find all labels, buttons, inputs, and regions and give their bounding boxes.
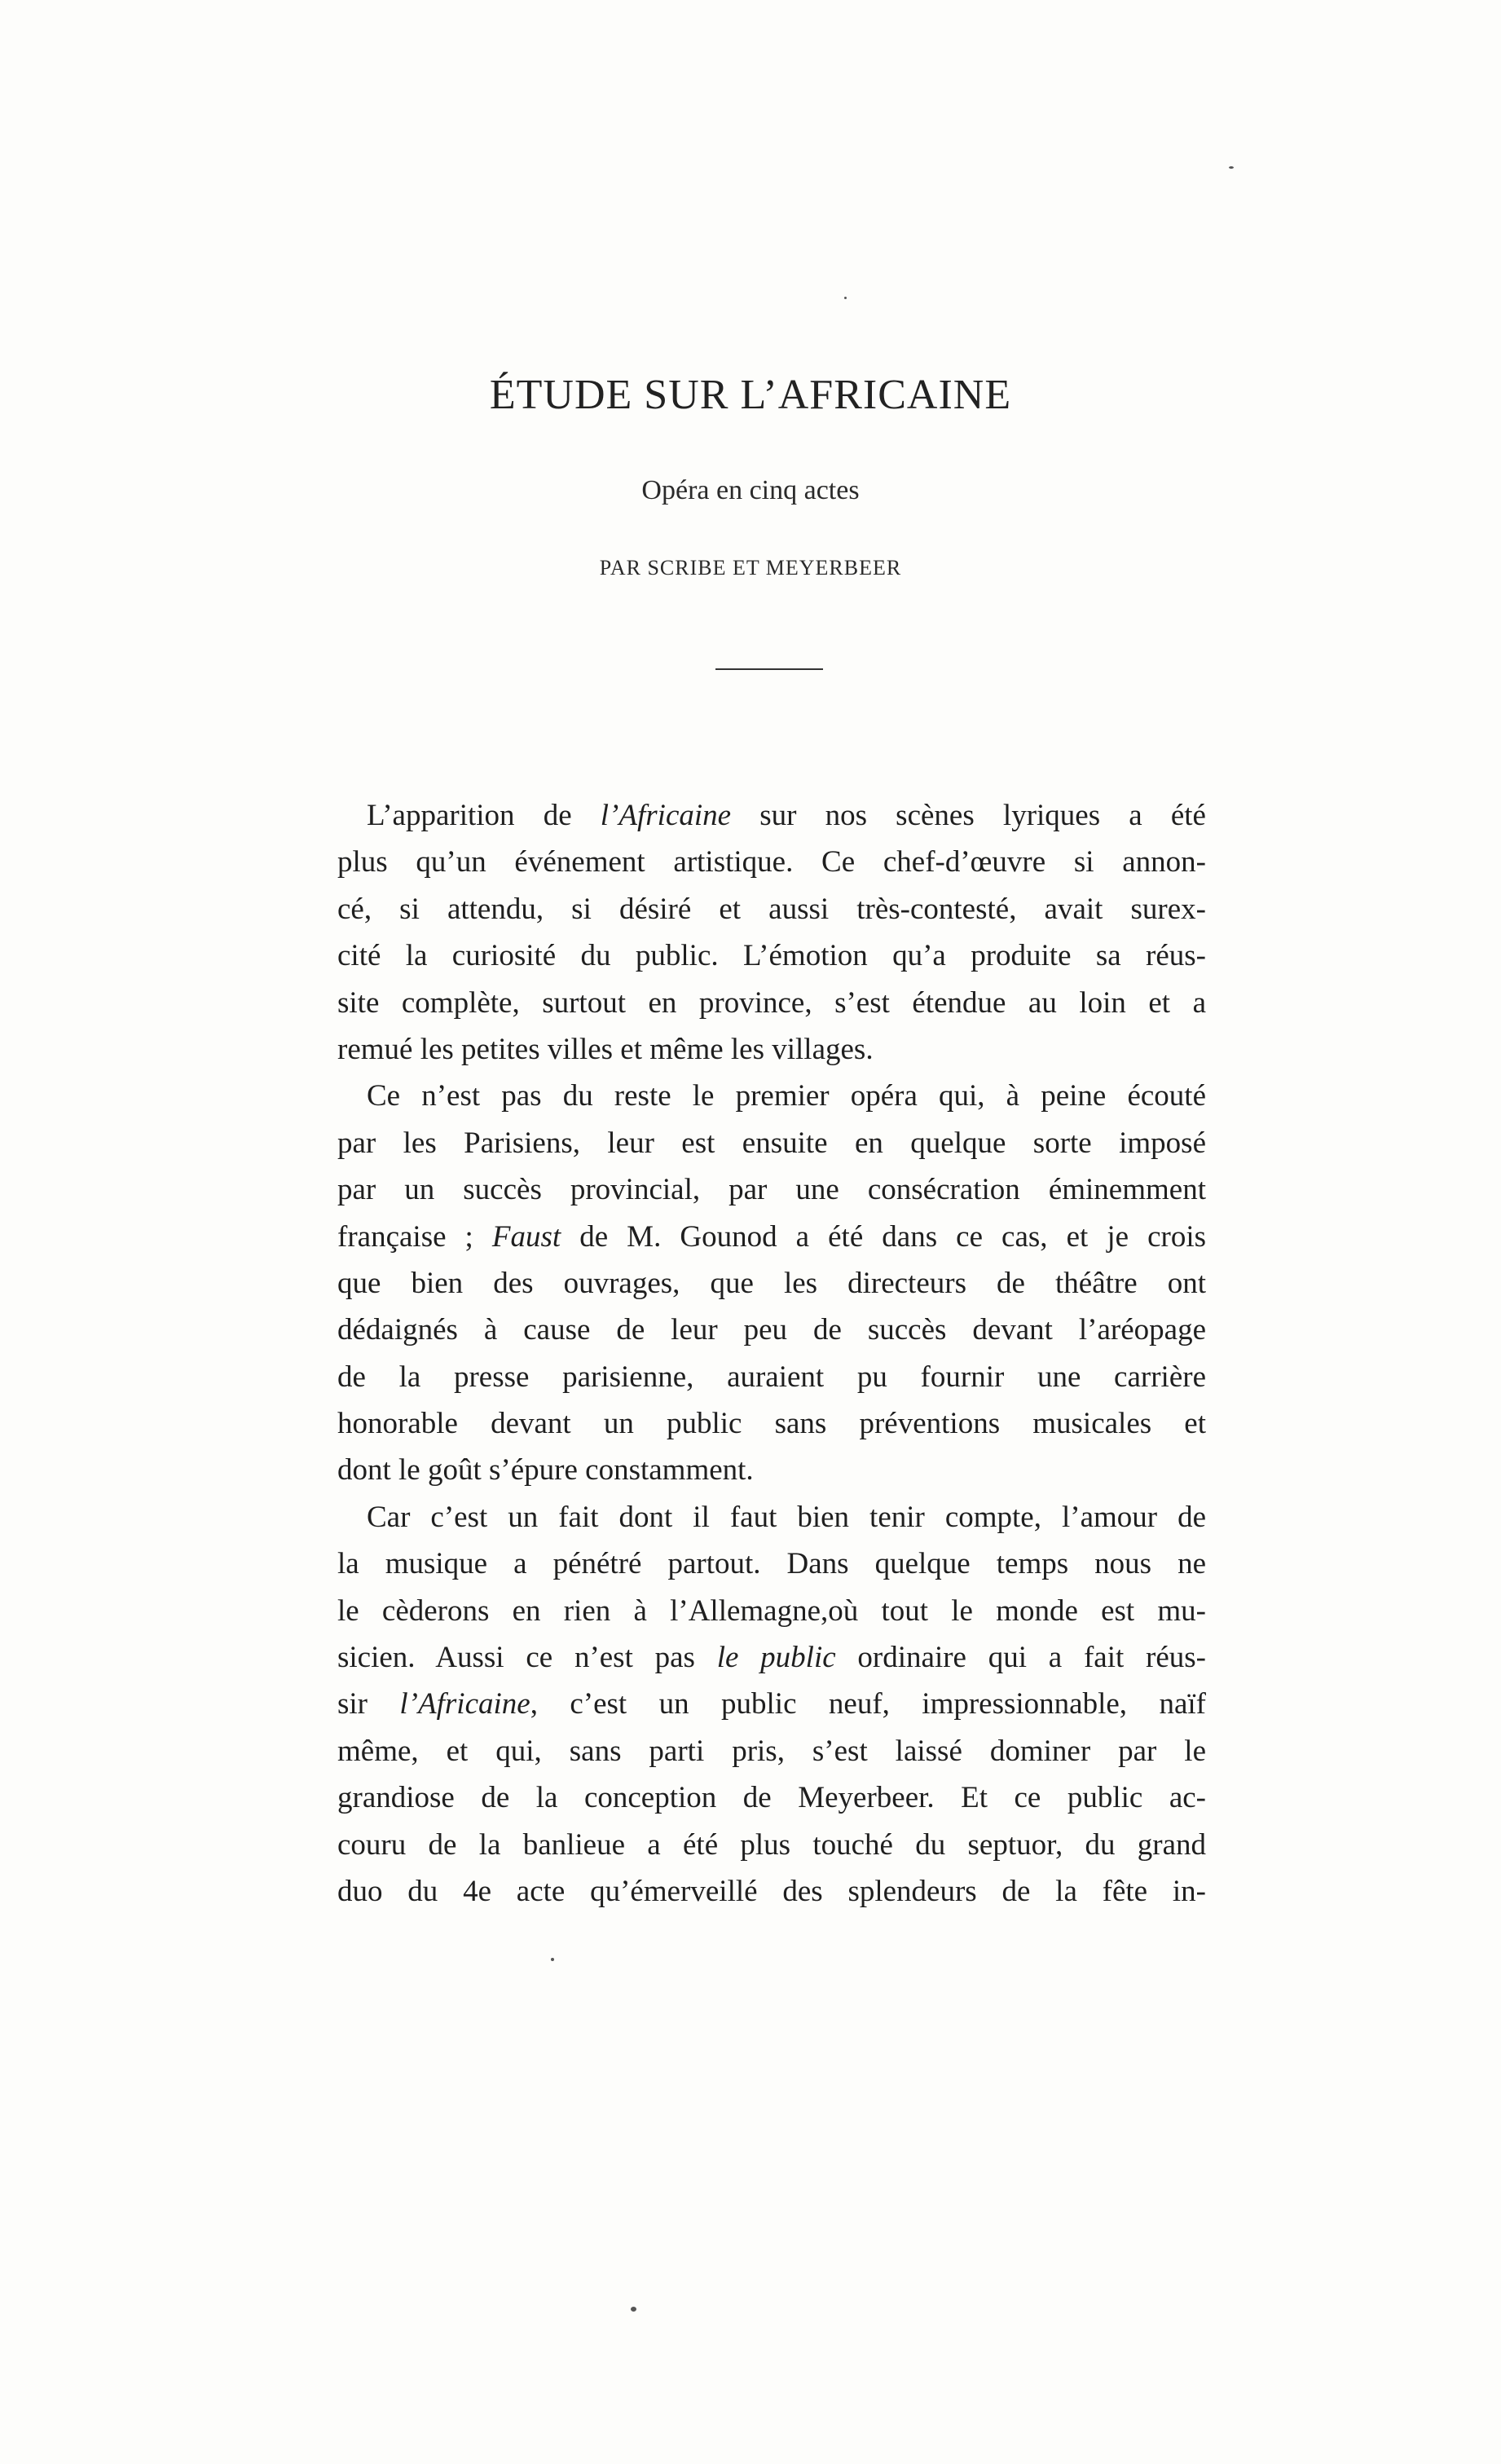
text-line <box>337 886 1206 932</box>
text-segment: même, et qui, sans parti pris, s’est laissé dominer par le <box>337 1734 1206 1768</box>
body-text <box>337 792 1206 1915</box>
text-line <box>337 1541 1206 1587</box>
text-segment: plus qu’un événement artistique. Ce chef-d’œuvre si annon- <box>337 845 1206 879</box>
text-line <box>337 1447 1206 1493</box>
italic-segment: le public <box>716 1641 836 1675</box>
text-line <box>337 839 1206 885</box>
text-line <box>337 792 1206 839</box>
text-line <box>337 1588 1206 1634</box>
text-segment: par les Parisiens, leur est ensuite en quelque sorte imposé <box>337 1126 1206 1160</box>
text-segment: , c’est un public neuf, impressionnable, naïf <box>530 1687 1206 1721</box>
text-line <box>337 1822 1206 1868</box>
text-line <box>337 1681 1206 1727</box>
text-line <box>337 1728 1206 1774</box>
text-segment: duo du 4e acte qu’émerveillé des splendeurs de la fête in- <box>337 1874 1206 1908</box>
page-subtitle: Opéra en cinq actes <box>641 475 860 505</box>
text-segment: grandiose de la conception de Meyerbeer. Et ce public ac- <box>337 1781 1206 1815</box>
text-line <box>337 1774 1206 1821</box>
text-segment: ordinaire qui a fait réus- <box>835 1641 1206 1675</box>
text-line <box>337 1400 1206 1447</box>
text-segment: française ; <box>337 1219 492 1254</box>
text-line <box>337 932 1206 979</box>
text-segment: la musique a pénétré partout. Dans quelque temps nous ne <box>337 1547 1206 1581</box>
text-segment: remué les petites villes et même les villages. <box>337 1032 874 1066</box>
text-line <box>337 1307 1206 1353</box>
text-line <box>337 1494 1206 1541</box>
text-segment: L’apparition de <box>367 799 601 832</box>
text-segment: que bien des ouvrages, que les directeurs de théâtre ont <box>337 1266 1206 1300</box>
text-segment: sur nos scènes lyriques a été <box>731 799 1206 832</box>
ink-speck <box>844 297 847 299</box>
ink-speck <box>551 1958 554 1961</box>
title-divider <box>715 668 823 670</box>
text-segment: cité la curiosité du public. L’émotion qu’a produite sa réus- <box>337 939 1206 973</box>
italic-segment: l’Africaine <box>600 799 732 832</box>
text-line <box>337 1214 1206 1260</box>
text-segment: honorable devant un public sans préventions musicales et <box>337 1407 1206 1441</box>
text-line <box>337 1868 1206 1915</box>
text-segment: de M. Gounod a été dans ce cas, et je crois <box>561 1219 1206 1254</box>
text-line <box>337 1634 1206 1681</box>
text-segment: cé, si attendu, si désiré et aussi très-contesté, avait surex- <box>337 892 1206 926</box>
text-line <box>337 1260 1206 1307</box>
text-segment: couru de la banlieue a été plus touché du septuor, du grand <box>337 1827 1206 1862</box>
ink-speck <box>1229 166 1234 169</box>
text-line <box>337 1166 1206 1213</box>
text-line <box>337 1120 1206 1166</box>
text-segment: site complète, surtout en province, s’est étendue au loin et a <box>337 985 1206 1020</box>
text-segment: sicien. Aussi ce n’est pas <box>337 1641 717 1675</box>
text-segment: sir <box>337 1687 400 1721</box>
text-line <box>337 980 1206 1026</box>
italic-segment: l’Africaine <box>399 1687 530 1721</box>
authors-line: PAR SCRIBE ET MEYERBEER <box>599 556 902 580</box>
text-segment: Car c’est un fait dont il faut bien tenir compte, l’amour de <box>367 1500 1206 1534</box>
text-segment: Ce n’est pas du reste le premier opéra qui, à peine écouté <box>367 1079 1206 1113</box>
text-segment: dont le goût s’épure constamment. <box>337 1453 754 1488</box>
ink-speck <box>631 2307 636 2312</box>
italic-segment: Faust <box>491 1219 561 1254</box>
text-segment: dédaignés à cause de leur peu de succès devant l’aréopage <box>337 1313 1206 1347</box>
text-segment: le cèderons en rien à l’Allemagne,où tout le monde est mu- <box>337 1593 1206 1628</box>
page-title: ÉTUDE SUR L’AFRICAINE <box>489 372 1012 418</box>
text-line <box>337 1073 1206 1119</box>
text-line <box>337 1026 1206 1073</box>
text-segment: de la presse parisienne, auraient pu fournir une carrière <box>337 1360 1206 1394</box>
text-line <box>337 1354 1206 1400</box>
text-segment: par un succès provincial, par une consécration éminemment <box>337 1173 1206 1207</box>
